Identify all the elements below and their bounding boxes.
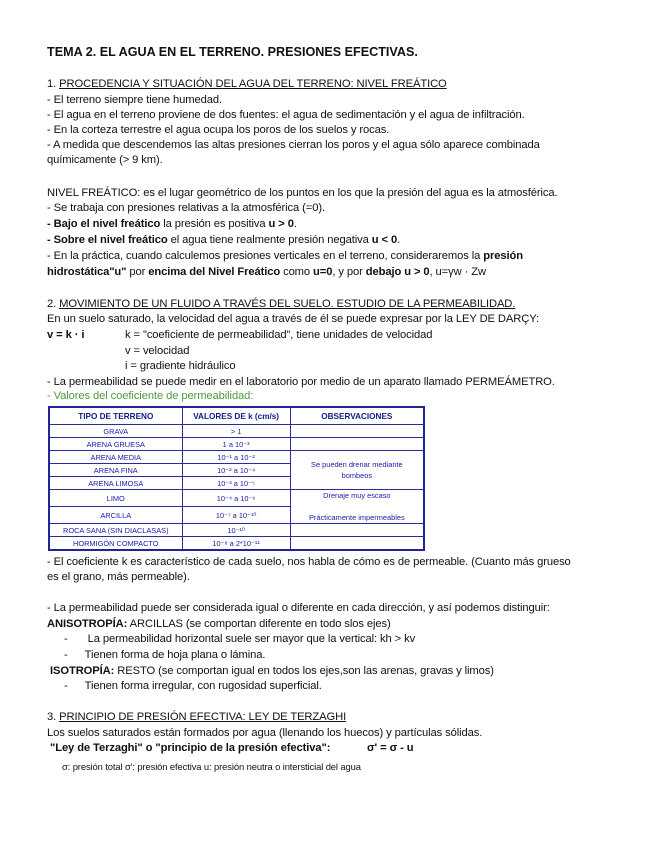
table-header: VALORES DE k (cm/s) <box>182 407 290 425</box>
table-cell: ARENA MEDIA <box>49 451 182 464</box>
aniso-bullet-1: - La permeabilidad horizontal suele ser mayor que la vertical: kh > kv <box>64 633 416 645</box>
table-cell: 1 a 10⁻³ <box>182 438 290 451</box>
terzaghi-equation: σ' = σ - u <box>367 742 414 754</box>
table-row <box>49 524 424 537</box>
table-cell-empty <box>290 425 424 438</box>
table-cell: ARCILLA <box>49 507 182 524</box>
s1-line-1: - El terreno siempre tiene humedad. <box>47 94 222 106</box>
table-cell-empty <box>290 524 424 537</box>
v-definition: v = velocidad <box>125 345 190 357</box>
values-title: - Valores del coeficiente de permeabilidad: <box>47 390 254 402</box>
nivel-freatico-def: NIVEL FREÁTICO: es el lugar geométrico de los puntos en los que la presión del agua es la atmosférica. <box>47 187 558 199</box>
table-header: TIPO DE TERRENO <box>49 407 182 425</box>
s1-line-2: - El agua en el terreno proviene de dos fuentes: el agua de sedimentación y el agua de infiltración. <box>47 109 525 121</box>
table-cell: 10⁻⁷ a 10⁻¹⁰ <box>182 507 290 524</box>
iso-bullet-1: - Tienen forma irregular, con rugosidad superficial. <box>64 680 322 692</box>
table-cell: 10⁻³ a 10⁻⁵ <box>182 477 290 490</box>
table-row <box>49 537 424 551</box>
terzaghi-legend: σ: presión total σ': presión efectiva u: presión neutra o intersticial del agua <box>62 761 361 772</box>
table-cell: 10⁻¹ a 10⁻² <box>182 451 290 464</box>
table-cell: ARENA LIMOSA <box>49 477 182 490</box>
dash-icon: - <box>64 649 68 661</box>
s1-line-3: - En la corteza terrestre el agua ocupa los poros de los suelos y rocas. <box>47 124 390 136</box>
s1-line-5: químicamente (> 9 km). <box>47 154 163 166</box>
coef-line-1: - El coeficiente k es característico de cada suelo, nos habla de cómo es de permeable. (Cuanto más grueso <box>47 556 571 568</box>
permeametro-line: - La permeabilidad se puede medir en el laboratorio por medio de un aparato llamado PERMEÁMETRO. <box>47 376 555 388</box>
table-cell: GRAVA <box>49 425 182 438</box>
aniso-bullet-2: - Tienen forma de hoja plana o lámina. <box>64 649 266 661</box>
observation-drenaje-escaso: Drenaje muy escaso Prácticamente impermeables <box>290 490 424 524</box>
observation-drenar: Se pueden drenar mediante bombeos <box>290 451 424 490</box>
k-definition: k = "coeficiente de permeabilidad", tiene unidades de velocidad <box>125 329 433 341</box>
terzaghi-law: "Ley de Terzaghi" o "principio de la presión efectiva": <box>50 742 331 754</box>
section-3-heading: 3. PRINCIPIO DE PRESIÓN EFECTIVA: LEY DE TERZAGHI <box>47 711 347 723</box>
coef-line-2: es el grano, más permeable). <box>47 571 190 583</box>
table-row <box>49 438 424 451</box>
table-cell: ARENA FINA <box>49 464 182 477</box>
table-cell: 10⁻¹⁰ <box>182 524 290 537</box>
section-1-heading: 1. PROCEDENCIA Y SITUACIÓN DEL AGUA DEL TERRENO: NIVEL FREÁTICO <box>47 78 447 90</box>
direction-line: - La permeabilidad puede ser considerada igual o diferente en cada dirección, y así podemos distinguir: <box>47 602 550 614</box>
table-cell: 10⁻² a 10⁻⁴ <box>182 464 290 477</box>
page-title: TEMA 2. EL AGUA EN EL TERRENO. PRESIONES EFECTIVAS. <box>47 45 418 59</box>
permeability-table <box>48 406 425 551</box>
table-cell: ROCA SANA (SIN DIACLASAS) <box>49 524 182 537</box>
table-cell: ARENA GRUESA <box>49 438 182 451</box>
table-cell-empty <box>290 537 424 551</box>
table-cell: 10⁻⁴ a 10⁻⁶ <box>182 490 290 507</box>
table-header-row <box>49 407 424 425</box>
nf-line-3: - Sobre el nivel freático el agua tiene realmente presión negativa u < 0. <box>47 234 401 246</box>
s2-line-1: En un suelo saturado, la velocidad del agua a través de él se puede expresar por la LEY DE DARÇY: <box>47 313 539 325</box>
dash-icon: - <box>64 680 68 692</box>
table-row <box>49 451 424 464</box>
section-2-heading: 2. MOVIMIENTO DE UN FLUIDO A TRAVÉS DEL SUELO. ESTUDIO DE LA PERMEABILIDAD. <box>47 298 516 310</box>
isotropia-line: ISOTROPÍA: RESTO (se comportan igual en todos los ejes,son las arenas, gravas y limos) <box>50 665 494 677</box>
table-cell: 10⁻⁸ a 2*10⁻¹¹ <box>182 537 290 551</box>
table-row <box>49 490 424 507</box>
darcy-formula: v = k · i <box>47 329 85 341</box>
table-row <box>49 425 424 438</box>
anisotropia-line: ANISOTROPÍA: ARCILLAS (se comportan diferente en todo slos ejes) <box>47 618 391 630</box>
nf-line-5: hidrostática"u" por encima del Nivel Freático como u=0, y por debajo u > 0, u=γw · Zw <box>47 266 486 278</box>
nf-line-1: - Se trabaja con presiones relativas a la atmosférica (=0). <box>47 202 325 214</box>
table-cell: > 1 <box>182 425 290 438</box>
table-cell: LIMO <box>49 490 182 507</box>
nf-line-2: - Bajo el nivel freático la presión es positiva u > 0. <box>47 218 297 230</box>
dash-icon: - <box>64 633 68 645</box>
nf-line-4: - En la práctica, cuando calculemos presiones verticales en el terreno, consideraremos la presión <box>47 250 523 262</box>
s1-line-4: - A medida que descendemos las altas presiones cierran los poros y el agua sólo aparece combinada <box>47 139 540 151</box>
table-header: OBSERVACIONES <box>290 407 424 425</box>
table-cell-empty <box>290 438 424 451</box>
table-cell: HORMIGÓN COMPACTO <box>49 537 182 551</box>
i-definition: i = gradiente hidráulico <box>125 360 236 372</box>
s3-line-1: Los suelos saturados están formados por agua (llenando los huecos) y partículas sólidas. <box>47 727 483 739</box>
